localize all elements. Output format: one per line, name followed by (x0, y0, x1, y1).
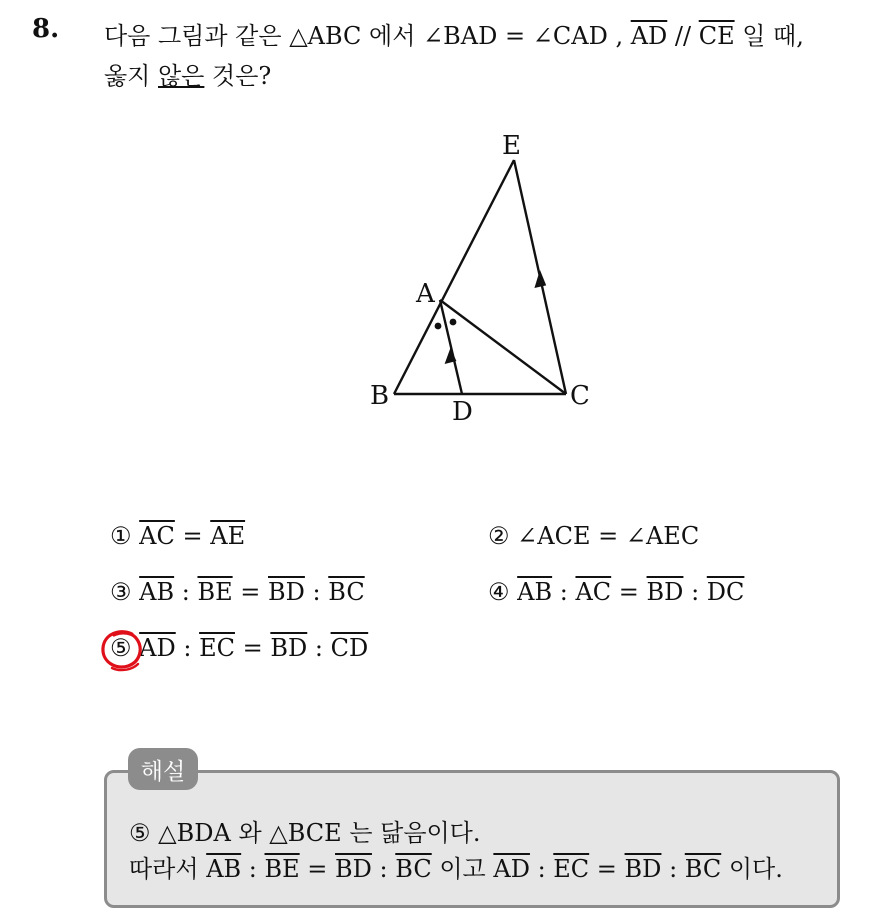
angle-mark-dot (435, 323, 442, 330)
segment: $\overline{AB}$ (206, 855, 242, 883)
segment: $\overline{AD}$ (139, 634, 176, 662)
solution-suffix: 이다. (721, 855, 783, 883)
angle-cad: ∠CAD (532, 22, 608, 50)
equals: = (611, 578, 647, 606)
segment: $\overline{BC}$ (328, 578, 365, 606)
option-number: ② (488, 522, 510, 550)
question-prefix: 다음 그림과 같은 (104, 22, 290, 50)
segment: $\overline{AC}$ (139, 522, 175, 550)
colon: : (241, 855, 265, 883)
label-c: C (570, 381, 590, 411)
label-e: E (502, 131, 521, 161)
option-3[interactable] (110, 578, 365, 606)
comma: , (607, 22, 631, 50)
option-1[interactable] (110, 522, 245, 550)
option-number: ⑤ (110, 634, 132, 662)
question-text-line2 (104, 56, 271, 91)
triangle-figure (360, 120, 620, 430)
question-line2-a: 옳지 (104, 62, 158, 90)
solution-prefix: 따라서 (129, 855, 207, 883)
solution-number: ⑤ (129, 819, 151, 847)
equals: = (589, 855, 625, 883)
solution-tab-label: 해설 (128, 748, 198, 790)
colon: : (371, 855, 396, 883)
angle-mark-dot (450, 319, 457, 326)
triangle-abc: △ABC (289, 22, 362, 50)
segment: $\overline{BE}$ (197, 578, 233, 606)
segment: $\overline{CD}$ (330, 634, 369, 662)
colon: : (529, 855, 554, 883)
colon: : (304, 578, 329, 606)
option-2[interactable] (488, 522, 699, 550)
question-mid: 에서 (361, 22, 424, 50)
question-suffix: 일 때, (734, 22, 804, 50)
segment: $\overline{DC}$ (706, 578, 745, 606)
solution-line1 (129, 813, 481, 848)
angle: ∠ACE (517, 522, 591, 550)
equals: = (299, 855, 336, 883)
segment: $\overline{AC}$ (575, 578, 612, 606)
solution-mid: 이고 (431, 855, 494, 883)
segment: $\overline{AE}$ (210, 522, 246, 550)
angle-bad: ∠BAD (423, 22, 498, 50)
arrow-on-ce (534, 270, 546, 288)
colon: : (683, 578, 707, 606)
segment: $\overline{BD}$ (270, 634, 308, 662)
equals: = (174, 522, 211, 550)
equals: = (232, 578, 268, 606)
underlined-word: 않은 (158, 62, 205, 90)
colon: : (661, 855, 685, 883)
triangle-bda: △BDA (150, 819, 231, 847)
colon: : (175, 634, 200, 662)
segment: $\overline{BE}$ (264, 855, 300, 883)
solution-box (104, 770, 840, 908)
question-line2-b: 것은? (204, 62, 272, 90)
segment: $\overline{AB}$ (517, 578, 553, 606)
colon: : (174, 578, 198, 606)
segment: $\overline{BC}$ (684, 855, 722, 883)
colon: : (307, 634, 331, 662)
option-4[interactable] (488, 578, 744, 606)
option-number: ④ (488, 578, 510, 606)
angle: ∠AEC (625, 522, 700, 550)
segment: $\overline{EC}$ (553, 855, 590, 883)
segment: $\overline{BD}$ (646, 578, 684, 606)
conjunction: 와 (230, 819, 270, 847)
segment-ce: $\overline{CE}$ (698, 22, 735, 50)
solution-rest: 는 닮음이다. (341, 819, 481, 847)
segment: $\overline{BD}$ (624, 855, 662, 883)
segment: $\overline{BD}$ (335, 855, 372, 883)
segment: $\overline{EC}$ (199, 634, 235, 662)
segment: $\overline{AB}$ (139, 578, 175, 606)
equals: = (497, 22, 533, 50)
parallel-sign: // (667, 22, 699, 50)
equals: = (234, 634, 271, 662)
solution-line2 (129, 849, 783, 884)
segment: $\overline{BD}$ (268, 578, 305, 606)
triangle-bce: △BCE (269, 819, 342, 847)
option-number: ① (110, 522, 132, 550)
colon: : (552, 578, 576, 606)
segment-ad: $\overline{AD}$ (630, 22, 668, 50)
segment: $\overline{BC}$ (395, 855, 432, 883)
equals: = (590, 522, 626, 550)
question-text-line1 (104, 16, 804, 51)
label-a: A (416, 279, 435, 309)
segment: $\overline{AD}$ (493, 855, 530, 883)
label-d: D (452, 397, 473, 427)
answer-circle-mark-icon (98, 626, 150, 674)
label-b: B (370, 381, 390, 411)
question-number: 8. (32, 14, 60, 44)
option-number: ③ (110, 578, 132, 606)
